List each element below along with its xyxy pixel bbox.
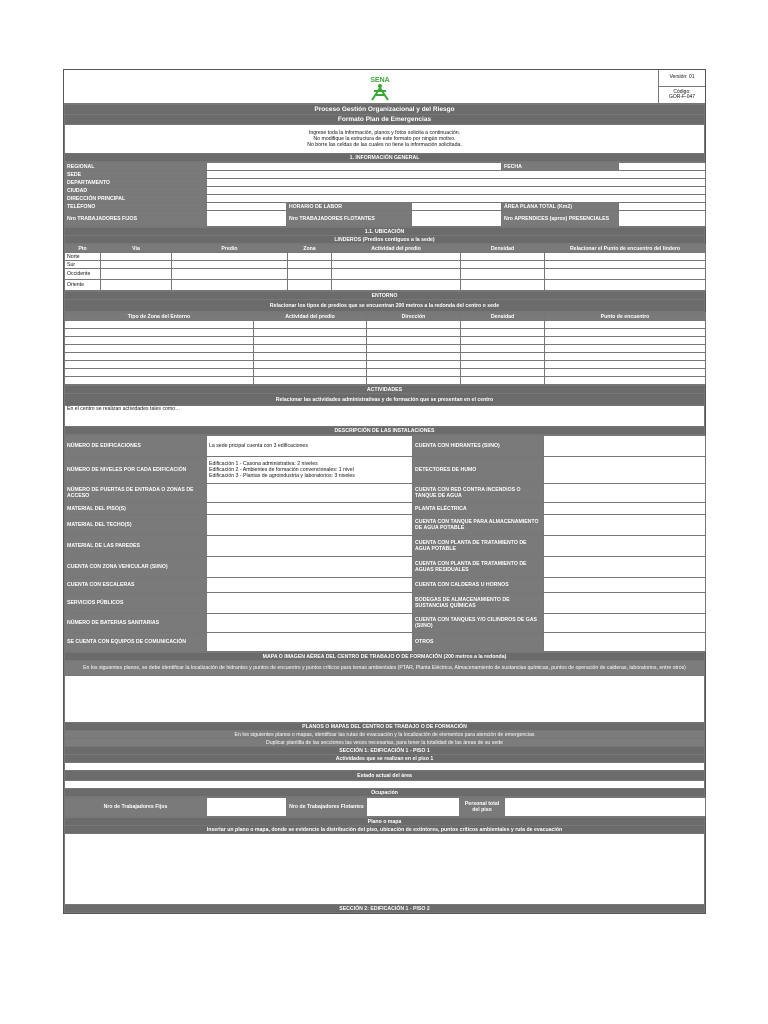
ubicacion-title: 1.1. UBICACIÓN xyxy=(65,228,705,236)
table-row xyxy=(65,377,706,385)
cell[interactable] xyxy=(101,269,172,280)
cell[interactable] xyxy=(65,337,254,345)
cell[interactable] xyxy=(65,369,254,377)
cell[interactable] xyxy=(461,377,545,385)
cell[interactable] xyxy=(545,321,706,329)
cell[interactable] xyxy=(254,329,367,337)
svg-text:SENA: SENA xyxy=(370,77,390,84)
table-row xyxy=(65,337,706,345)
cell[interactable] xyxy=(65,361,254,369)
mapa-image-area[interactable] xyxy=(65,676,705,723)
field-aprendices[interactable] xyxy=(619,211,706,227)
cell[interactable] xyxy=(65,345,254,353)
field-fecha[interactable] xyxy=(619,163,706,171)
form-header xyxy=(64,70,705,104)
cell[interactable] xyxy=(288,280,332,291)
installation-value[interactable] xyxy=(207,633,413,652)
installation-value[interactable] xyxy=(207,593,413,614)
cell[interactable] xyxy=(545,345,706,353)
cell[interactable] xyxy=(367,361,461,369)
installation-label: NÚMERO DE NIVELES POR CADA EDIFICACIÓN xyxy=(65,457,207,484)
title-format: Formato Plan de Emergencias xyxy=(65,115,705,125)
note-2: No modifique la estructura de este formato por ningún motivo. xyxy=(313,136,456,142)
installation-feature-value[interactable] xyxy=(544,515,706,536)
col-densidad: Densidad xyxy=(461,245,545,253)
field-sede[interactable] xyxy=(207,171,706,179)
plano-subtitle: Insertar un plano o mapa, donde se evidencie la distribución del piso, ubicación de extintores, puntos críticos ambientales y ruta de evacuación xyxy=(65,826,705,834)
cell[interactable] xyxy=(172,269,288,280)
installation-feature-value[interactable] xyxy=(544,457,706,484)
actividades-subtitle: Relacionar las actividades administrativas y de formación que se presentan en el centro xyxy=(65,394,705,406)
cell[interactable] xyxy=(254,361,367,369)
label-area: ÁREA PLANA TOTAL (Km2) xyxy=(502,203,619,211)
label-flotantes: Nro TRABAJADORES FLOTANTES xyxy=(287,211,412,227)
label-horario: HORARIO DE LABOR xyxy=(287,203,412,211)
instalaciones-table xyxy=(64,435,706,652)
installation-feature-value[interactable] xyxy=(544,557,706,578)
field-fijos[interactable] xyxy=(207,211,287,227)
cell[interactable] xyxy=(172,261,288,269)
actividades-title: ACTIVIDADES xyxy=(65,386,705,394)
installation-feature-label: OTROS xyxy=(413,633,544,652)
planos-sub2: Duplicar plantilla de las secciones las veces necesarias, para tener la totalidad de las áreas de su sede xyxy=(65,739,705,747)
cell[interactable] xyxy=(367,369,461,377)
field-area[interactable] xyxy=(619,203,706,211)
row-label-oriente: Oriente xyxy=(65,280,101,291)
field-direccion[interactable] xyxy=(207,195,706,203)
installation-feature-label: CUENTA CON CALDERAS U HORNOS xyxy=(413,578,544,593)
version-text: Versión: 01 xyxy=(659,70,705,87)
label-trabajadores-fijos: Nro de Trabajadores Fijos xyxy=(65,798,207,817)
label-fecha: FECHA xyxy=(502,163,619,171)
cell[interactable] xyxy=(332,253,461,261)
row-label-norte: Norte xyxy=(65,253,101,261)
cell[interactable] xyxy=(288,253,332,261)
cell[interactable] xyxy=(545,253,706,261)
installation-value[interactable] xyxy=(207,578,413,593)
table-row xyxy=(65,436,706,457)
table-row xyxy=(65,345,706,353)
installation-label: CUENTA CON ZONA VEHICULAR (SI/NO) xyxy=(65,557,207,578)
cell[interactable] xyxy=(545,353,706,361)
installation-feature-label: CUENTA CON RED CONTRA INCENDIOS O TANQUE DE AGUA xyxy=(413,484,544,503)
field-trabajadores-fijos[interactable] xyxy=(207,798,287,817)
cell[interactable] xyxy=(367,345,461,353)
table-row xyxy=(65,280,706,291)
label-fijos: Nro TRABAJADORES FIJOS xyxy=(65,211,207,227)
label-telefono: TELÉFONO xyxy=(65,203,207,211)
cell[interactable] xyxy=(545,369,706,377)
installation-label: SE CUENTA CON EQUIPOS DE COMUNICACIÓN xyxy=(65,633,207,652)
cell[interactable] xyxy=(545,329,706,337)
cell[interactable] xyxy=(254,337,367,345)
installation-feature-value[interactable] xyxy=(544,633,706,652)
col-densidad: Densidad xyxy=(461,313,545,321)
row-label-occidente: Occidente xyxy=(65,269,101,280)
label-departamento: DEPARTAMENTO xyxy=(65,179,207,187)
label-ciudad: CIUDAD xyxy=(65,187,207,195)
installation-feature-value[interactable] xyxy=(544,614,706,633)
instructions xyxy=(65,125,705,154)
installation-label: NÚMERO DE EDIFICACIONES xyxy=(65,436,207,457)
cell[interactable] xyxy=(254,377,367,385)
installation-label: SERVICIOS PÚBLICOS xyxy=(65,593,207,614)
cell[interactable] xyxy=(461,353,545,361)
cell[interactable] xyxy=(101,280,172,291)
plano-title: Plano o mapa xyxy=(65,818,705,826)
label-sede: SEDE xyxy=(65,171,207,179)
note-1: Ingrese toda la información, planos y fotos solicita a continuación. xyxy=(308,130,461,136)
cell[interactable] xyxy=(254,353,367,361)
cell[interactable] xyxy=(288,269,332,280)
cell[interactable] xyxy=(367,329,461,337)
label-regional: REGIONAL xyxy=(65,163,207,171)
field-regional[interactable] xyxy=(207,163,502,171)
table-row xyxy=(65,536,706,557)
col-actividad-predio: Actividad del predio xyxy=(254,313,367,321)
cell[interactable] xyxy=(254,369,367,377)
installation-value[interactable] xyxy=(207,503,413,515)
instalaciones-title: DESCRIPCIÓN DE LAS INSTALACIONES xyxy=(65,427,705,435)
form-sheet xyxy=(63,69,706,914)
planos-title: PLANOS O MAPAS DEL CENTRO DE TRABAJO O DE FORMACIÓN xyxy=(65,723,705,731)
seccion-2-title: SECCIÓN 2: EDIFICACIÓN 1 - PISO 2 xyxy=(65,905,705,913)
table-row xyxy=(65,503,706,515)
label-aprendices: Nro APRENDICES (aprox) PRESENCIALES xyxy=(502,211,619,227)
cell[interactable] xyxy=(461,369,545,377)
installation-feature-value[interactable] xyxy=(544,536,706,557)
cell[interactable] xyxy=(101,261,172,269)
installation-feature-value[interactable] xyxy=(544,578,706,593)
cell[interactable] xyxy=(172,280,288,291)
planos-sub1: En los siguientes planos o mapas, identificar las rutas de evacuación y la localización de elementos para atención de emergencias xyxy=(65,731,705,739)
table-row xyxy=(65,557,706,578)
installation-label: NÚMERO DE BATERIAS SANITARIAS xyxy=(65,614,207,633)
mapa-title: MAPA O IMAGEN AÉREA DEL CENTRO DE TRABAJO O DE FORMACIÓN (200 metros a la redonda) xyxy=(65,653,705,661)
installation-label: MATERIAL DEL TECHO(S) xyxy=(65,515,207,536)
field-flotantes[interactable] xyxy=(412,211,502,227)
entorno-table xyxy=(64,312,706,385)
table-row xyxy=(65,578,706,593)
installation-value[interactable] xyxy=(207,536,413,557)
code-label: Código: xyxy=(673,88,691,95)
table-row xyxy=(65,261,706,269)
installation-feature-label: CUENTA CON TANQUE PARA ALMACENAMIENTO DE AGUA POTABLE xyxy=(413,515,544,536)
cell[interactable] xyxy=(254,321,367,329)
cell[interactable] xyxy=(254,345,367,353)
cell[interactable] xyxy=(461,280,545,291)
cell[interactable] xyxy=(545,361,706,369)
actividades-piso-field[interactable] xyxy=(65,763,705,771)
cell[interactable] xyxy=(545,261,706,269)
row-label-sur: Sur xyxy=(65,261,101,269)
table-row xyxy=(65,253,706,261)
installation-feature-value[interactable] xyxy=(544,503,706,515)
installation-value[interactable] xyxy=(207,557,413,578)
cell[interactable] xyxy=(332,261,461,269)
label-personal-total: Personal total del piso xyxy=(460,798,505,817)
estado-title: Estado actual del área xyxy=(65,771,705,781)
table-row xyxy=(65,321,706,329)
cell[interactable] xyxy=(65,321,254,329)
table-row xyxy=(65,633,706,652)
entorno-subtitle: Relacionar los tipos de predios que se encuentran 200 metros a la redonda del centro o sede xyxy=(65,300,705,312)
seccion-1-title: SECCIÓN 1: EDIFICACIÓN 1 - PISO 1 xyxy=(65,747,705,755)
installation-feature-label: DETECTORES DE HUMO xyxy=(413,457,544,484)
installation-feature-label: CUENTA CON HIDRANTES (SI/NO) xyxy=(413,436,544,457)
installation-value[interactable]: La sede pricipal cuenta con 3 edificaciones xyxy=(207,436,413,457)
col-direccion: Dirección xyxy=(367,313,461,321)
cell[interactable] xyxy=(367,337,461,345)
field-ciudad[interactable] xyxy=(207,187,706,195)
cell[interactable] xyxy=(172,253,288,261)
mapa-text: En los siguientes planos, se debe identificar la localización de hidrantes y puntos de encuentro y puntos críticos para temas ambientales (PTAR, Planta Eléctrica, Almacenamiento de sustancias químicas, puntos de operación de calderas, laboratorios, entre otros) xyxy=(65,661,705,676)
cell[interactable] xyxy=(461,269,545,280)
cell[interactable] xyxy=(461,337,545,345)
linderos-title: LINDEROS (Predios contiguos a la sede) xyxy=(65,236,705,244)
col-predio: Predio xyxy=(172,245,288,253)
field-personal-total[interactable] xyxy=(505,798,706,817)
version-box xyxy=(658,70,705,103)
cell[interactable] xyxy=(545,377,706,385)
installation-label: MATERIAL DEL PISO(S) xyxy=(65,503,207,515)
label-direccion: DIRECCIÓN PRINCIPAL xyxy=(65,195,207,203)
col-zona: Zona xyxy=(288,245,332,253)
col-tipo-zona: Tipo de Zona del Entorno xyxy=(65,313,254,321)
field-trabajadores-flotantes[interactable] xyxy=(367,798,460,817)
field-horario[interactable] xyxy=(412,203,502,211)
cell[interactable] xyxy=(332,269,461,280)
estado-field[interactable] xyxy=(65,781,705,789)
code-value: GOR-F-047 xyxy=(668,94,696,100)
label-trabajadores-flotantes: Nro de Trabajadores Flotantes xyxy=(287,798,367,817)
cell[interactable] xyxy=(461,345,545,353)
cell[interactable] xyxy=(367,353,461,361)
cell[interactable] xyxy=(65,377,254,385)
field-telefono[interactable] xyxy=(207,203,287,211)
plano-image-area[interactable] xyxy=(65,834,705,905)
col-pto: Pto xyxy=(65,245,101,253)
cell[interactable] xyxy=(461,329,545,337)
cell[interactable] xyxy=(367,377,461,385)
cell[interactable] xyxy=(461,253,545,261)
table-row xyxy=(65,361,706,369)
field-departamento[interactable] xyxy=(207,179,706,187)
installation-feature-label: CUENTA CON TANQUES Y/O CILINDROS DE GAS (SI/NO) xyxy=(413,614,544,633)
table-row xyxy=(65,353,706,361)
table-row xyxy=(65,269,706,280)
table-row xyxy=(65,614,706,633)
col-punto-encuentro: Relacionar el Punto de encuentro del lindero xyxy=(545,245,706,253)
installation-label: MATERIAL DE LAS PAREDES xyxy=(65,536,207,557)
installation-value[interactable] xyxy=(207,614,413,633)
installation-value[interactable] xyxy=(207,484,413,503)
cell[interactable] xyxy=(65,353,254,361)
installation-feature-value[interactable] xyxy=(544,484,706,503)
table-row xyxy=(65,369,706,377)
table-row xyxy=(65,329,706,337)
col-punto: Punto de encuentro xyxy=(545,313,706,321)
installation-feature-label: BODEGAS DE ALMACENAMIENTO DE SUSTANCIAS QUÍMICAS xyxy=(413,593,544,614)
cell[interactable] xyxy=(101,253,172,261)
col-actividad: Actividad del predio xyxy=(332,245,461,253)
cell[interactable] xyxy=(545,337,706,345)
section-general-title: 1. INFORMACIÓN GENERAL xyxy=(65,154,705,162)
installation-label: CUENTA CON ESCALERAS xyxy=(65,578,207,593)
table-row xyxy=(65,593,706,614)
col-via: Vía xyxy=(101,245,172,253)
actividades-piso-title: Actividades que se realizan en el piso 1 xyxy=(65,755,705,763)
installation-value[interactable]: Edificación 1 - Casona administrativa: 2 niveles Edificación 2 - Ambientes de formación convencionales: 1 nivel Edificación 3 - Plantas de agroindustria y laboratorios: 3 niveles xyxy=(207,457,413,484)
sena-logo xyxy=(360,74,400,101)
table-row xyxy=(65,515,706,536)
cell[interactable] xyxy=(461,261,545,269)
linderos-table xyxy=(64,244,706,291)
entorno-title: ENTORNO xyxy=(65,292,705,300)
cell[interactable] xyxy=(461,321,545,329)
general-info-table xyxy=(64,162,706,227)
cell[interactable] xyxy=(332,280,461,291)
installation-feature-value[interactable] xyxy=(544,436,706,457)
note-3: No borre las celdas de las cuales no tiene la información solicitada. xyxy=(307,142,462,148)
ocupacion-table xyxy=(64,797,706,817)
installation-label: NÚMERO DE PUERTAS DE ENTRADA O ZONAS DE ACCESO xyxy=(65,484,207,503)
cell[interactable] xyxy=(461,361,545,369)
cell[interactable] xyxy=(545,269,706,280)
cell[interactable] xyxy=(65,329,254,337)
cell[interactable] xyxy=(367,321,461,329)
table-row xyxy=(65,457,706,484)
installation-feature-value[interactable] xyxy=(544,593,706,614)
installation-value[interactable] xyxy=(207,515,413,536)
ocupacion-title: Ocupación xyxy=(65,789,705,797)
actividades-text[interactable]: En el centro se realizan actividades tales como… xyxy=(65,406,705,427)
cell[interactable] xyxy=(545,280,706,291)
installation-feature-label: CUENTA CON PLANTA DE TRATAMIENTO DE AGUA POTABLE xyxy=(413,536,544,557)
installation-feature-label: PLANTA ELÉCTRICA xyxy=(413,503,544,515)
title-process: Proceso Gestión Organizacional y del Riesgo xyxy=(65,105,705,115)
installation-feature-label: CUENTA CON PLANTA DE TRATAMIENTO DE AGUAS RESIDUALES xyxy=(413,557,544,578)
code-box xyxy=(659,87,705,103)
table-row xyxy=(65,484,706,503)
cell[interactable] xyxy=(288,261,332,269)
